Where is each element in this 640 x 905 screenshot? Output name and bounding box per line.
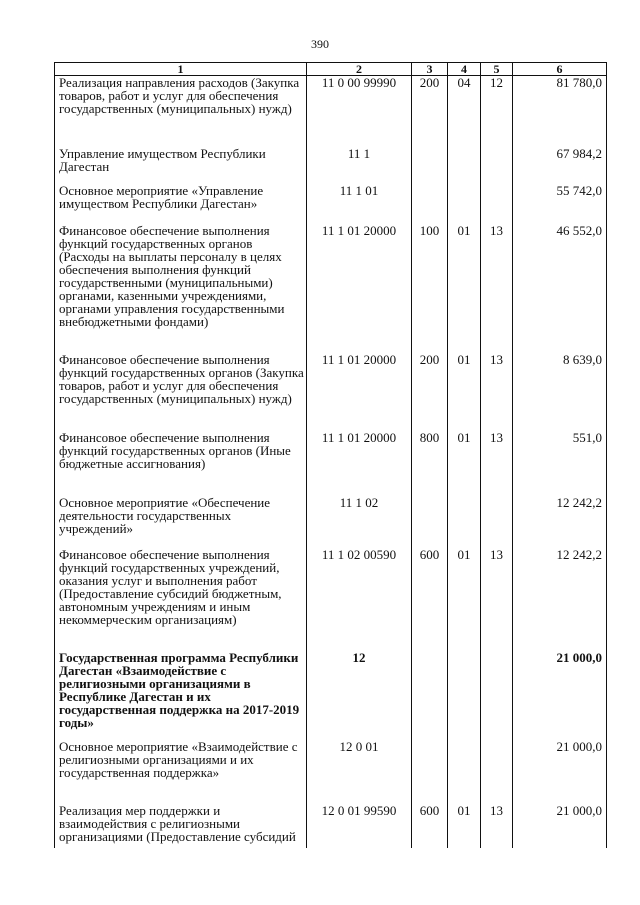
row-col4 <box>448 147 481 184</box>
row-col3: 200 <box>412 353 448 431</box>
row-col4 <box>448 651 481 740</box>
table-row <box>55 431 607 496</box>
row-code: 12 0 01 99590 <box>307 804 412 848</box>
row-amount: 21 000,0 <box>513 740 607 804</box>
row-code: 11 1 02 00590 <box>307 548 412 651</box>
row-col3: 600 <box>412 548 448 651</box>
column-header: 4 <box>448 63 481 76</box>
row-col4: 01 <box>448 548 481 651</box>
row-code: 11 1 <box>307 147 412 184</box>
table-row <box>55 353 607 431</box>
row-col5: 13 <box>481 431 513 496</box>
row-col5: 12 <box>481 76 513 147</box>
row-amount: 551,0 <box>513 431 607 496</box>
row-code: 12 <box>307 651 412 740</box>
table-row <box>55 147 607 184</box>
row-col3: 100 <box>412 224 448 353</box>
column-header: 1 <box>55 63 307 76</box>
row-code: 11 1 01 20000 <box>307 431 412 496</box>
row-name: Государственная программа Республики Дагестан «Взаимодействие с религиозными организациями в Республике Дагестан и их государственная поддержка на 2017-2019 годы» <box>55 651 307 740</box>
row-col5 <box>481 740 513 804</box>
row-col3: 200 <box>412 76 448 147</box>
row-col5: 13 <box>481 353 513 431</box>
row-name: Основное мероприятие «Управление имуществом Республики Дагестан» <box>55 184 307 224</box>
row-col5: 13 <box>481 804 513 848</box>
row-col3: 600 <box>412 804 448 848</box>
table-row <box>55 224 607 353</box>
row-col5 <box>481 184 513 224</box>
row-col5: 13 <box>481 224 513 353</box>
row-name: Реализация направления расходов (Закупка товаров, работ и услуг для обеспечения государственных (муниципальных) нужд) <box>55 76 307 147</box>
row-code: 12 0 01 <box>307 740 412 804</box>
row-code: 11 0 00 99990 <box>307 76 412 147</box>
row-code: 11 1 01 20000 <box>307 224 412 353</box>
row-col5 <box>481 496 513 548</box>
row-col4 <box>448 184 481 224</box>
column-header: 2 <box>307 63 412 76</box>
row-col4 <box>448 496 481 548</box>
column-header: 6 <box>513 63 607 76</box>
table-row <box>55 76 607 147</box>
row-code: 11 1 01 <box>307 184 412 224</box>
row-col4 <box>448 740 481 804</box>
row-name: Основное мероприятие «Взаимодействие с религиозными организациями и их государственная поддержка» <box>55 740 307 804</box>
row-name: Финансовое обеспечение выполнения функций государственных органов (Расходы на выплаты персоналу в целях обеспечения выполнения функций государственными (муниципальными) органами, казенными учреждениями, органами управления государственными внебюджетными фондами) <box>55 224 307 353</box>
row-col3: 800 <box>412 431 448 496</box>
row-name: Управление имуществом Республики Дагестан <box>55 147 307 184</box>
table-row <box>55 804 607 848</box>
row-name: Основное мероприятие «Обеспечение деятельности государственных учреждений» <box>55 496 307 548</box>
table-row <box>55 184 607 224</box>
row-code: 11 1 01 20000 <box>307 353 412 431</box>
table-row <box>55 496 607 548</box>
column-header: 5 <box>481 63 513 76</box>
row-amount: 55 742,0 <box>513 184 607 224</box>
table-row <box>55 651 607 740</box>
row-amount: 8 639,0 <box>513 353 607 431</box>
column-header: 3 <box>412 63 448 76</box>
row-col3 <box>412 184 448 224</box>
row-col3 <box>412 147 448 184</box>
row-amount: 46 552,0 <box>513 224 607 353</box>
budget-table <box>54 62 607 848</box>
row-name: Финансовое обеспечение выполнения функций государственных органов (Иные бюджетные ассигнования) <box>55 431 307 496</box>
row-col5: 13 <box>481 548 513 651</box>
header-row <box>55 63 607 76</box>
row-col3 <box>412 496 448 548</box>
row-amount: 21 000,0 <box>513 651 607 740</box>
row-col5 <box>481 147 513 184</box>
row-name: Финансовое обеспечение выполнения функций государственных учреждений, оказания услуг и выполнения работ (Предоставление субсидий бюджетным, автономным учреждениям и иным некоммерческим организациям) <box>55 548 307 651</box>
row-col4: 01 <box>448 431 481 496</box>
row-amount: 81 780,0 <box>513 76 607 147</box>
row-code: 11 1 02 <box>307 496 412 548</box>
row-name: Финансовое обеспечение выполнения функций государственных органов (Закупка товаров, работ и услуг для обеспечения государственных (муниципальных) нужд) <box>55 353 307 431</box>
row-col5 <box>481 651 513 740</box>
row-col4: 01 <box>448 353 481 431</box>
row-amount: 12 242,2 <box>513 496 607 548</box>
row-amount: 21 000,0 <box>513 804 607 848</box>
table-row <box>55 548 607 651</box>
row-col4: 01 <box>448 224 481 353</box>
row-col3 <box>412 740 448 804</box>
row-amount: 12 242,2 <box>513 548 607 651</box>
page-number: 390 <box>311 37 329 51</box>
table-row <box>55 740 607 804</box>
row-col4: 01 <box>448 804 481 848</box>
row-col4: 04 <box>448 76 481 147</box>
row-amount: 67 984,2 <box>513 147 607 184</box>
row-col3 <box>412 651 448 740</box>
row-name: Реализация мер поддержки и взаимодействия с религиозными организациями (Предоставление субсидий <box>55 804 307 848</box>
